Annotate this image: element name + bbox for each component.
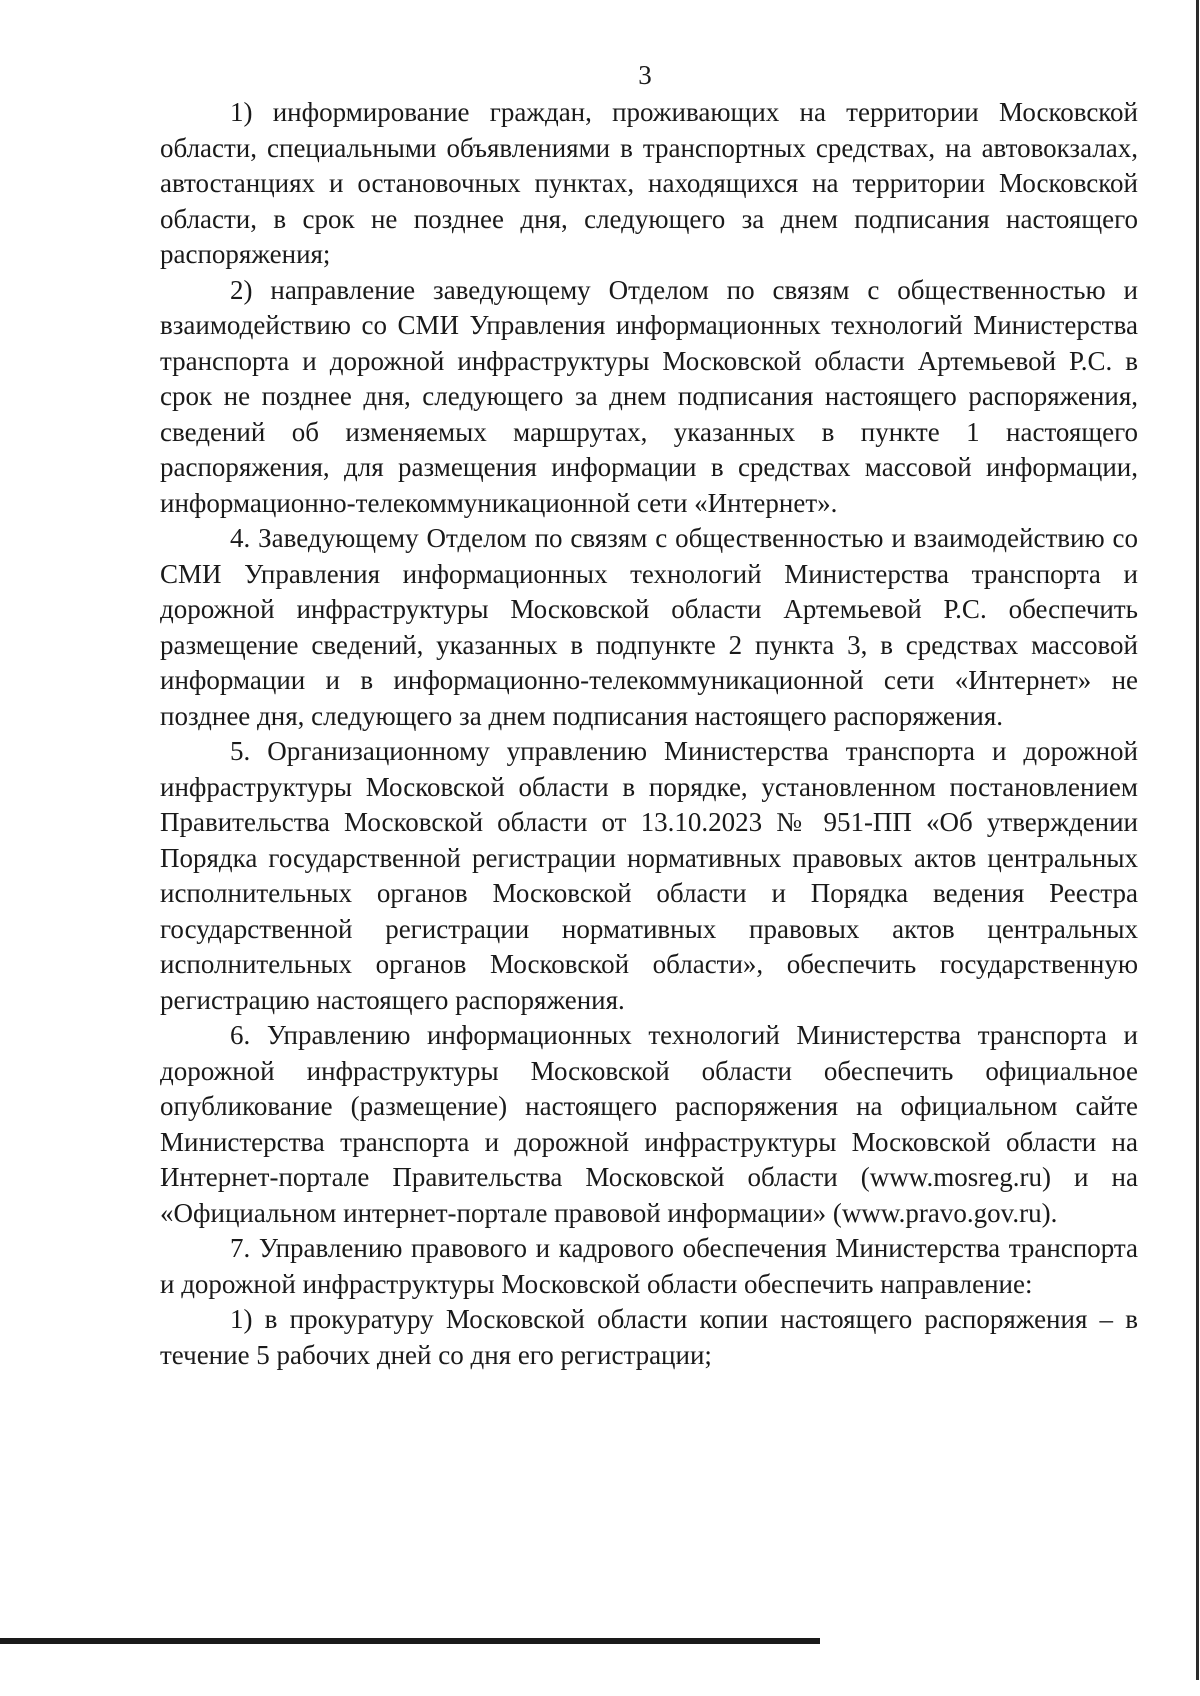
paragraph-subitem-1: 1) информирование граждан, проживающих на территории Московской области, специальными объявлениями в транспортных средствах, на автовокзалах, автостанциях и остановочных пунктах, находящихся на территории Московской области, в срок не позднее дня, следующего за днем подписания настоящего распоряжения; <box>160 97 1138 269</box>
scan-bottom-edge <box>0 1638 820 1644</box>
paragraph-item-6: 6. Управлению информационных технологий Министерства транспорта и дорожной инфраструктуры Московской области обеспечить официальное опубликование (размещение) настоящего распоряжения на официальном сайте Министерства транспорта и дорожной инфраструктуры Московской области на Интернет-портале Правительства Московской области (www.mosreg.ru) и на «Официальном интернет-портале правовой информации» (www.pravo.gov.ru). <box>160 1020 1138 1228</box>
paragraph-item-7: 7. Управлению правового и кадрового обеспечения Министерства транспорта и дорожной инфраструктуры Московской области обеспечить направление: <box>160 1233 1138 1299</box>
paragraph-item-5: 5. Организационному управлению Министерства транспорта и дорожной инфраструктуры Московской области в порядке, установленном постановлением Правительства Московской области от 13.10.2023 № 951-ПП «Об утверждении Порядка государственной регистрации нормативных правовых актов центральных исполнительных органов Московской области и Порядка ведения Реестра государственной регистрации нормативных правовых актов центральных исполнительных органов Московской области», обеспечить государственную регистрацию настоящего распоряжения. <box>160 736 1138 1015</box>
scan-right-edge <box>1196 0 1199 1680</box>
page-number: 3 <box>638 60 652 90</box>
document-body <box>160 95 1138 1373</box>
paragraph-item-7-subitem-1: 1) в прокуратуру Московской области копии настоящего распоряжения – в течение 5 рабочих дней со дня его регистрации; <box>160 1304 1138 1370</box>
paragraph-item-4: 4. Заведующему Отделом по связям с общественностью и взаимодействию со СМИ Управления информационных технологий Министерства транспорта и дорожной инфраструктуры Московской области Артемьевой Р.С. обеспечить размещение сведений, указанных в подпункте 2 пункта 3, в средствах массовой информации и в информационно-телекоммуникационной сети «Интернет» не позднее дня, следующего за днем подписания настоящего распоряжения. <box>160 523 1138 731</box>
paragraph-subitem-2: 2) направление заведующему Отделом по связям с общественностью и взаимодействию со СМИ Управления информационных технологий Министерства транспорта и дорожной инфраструктуры Московской области Артемьевой Р.С. в срок не позднее дня, следующего за днем подписания настоящего распоряжения, сведений об изменяемых маршрутах, указанных в пункте 1 настоящего распоряжения, для размещения информации в средствах массовой информации, информационно-телекоммуникационной сети «Интернет». <box>160 274 1138 518</box>
